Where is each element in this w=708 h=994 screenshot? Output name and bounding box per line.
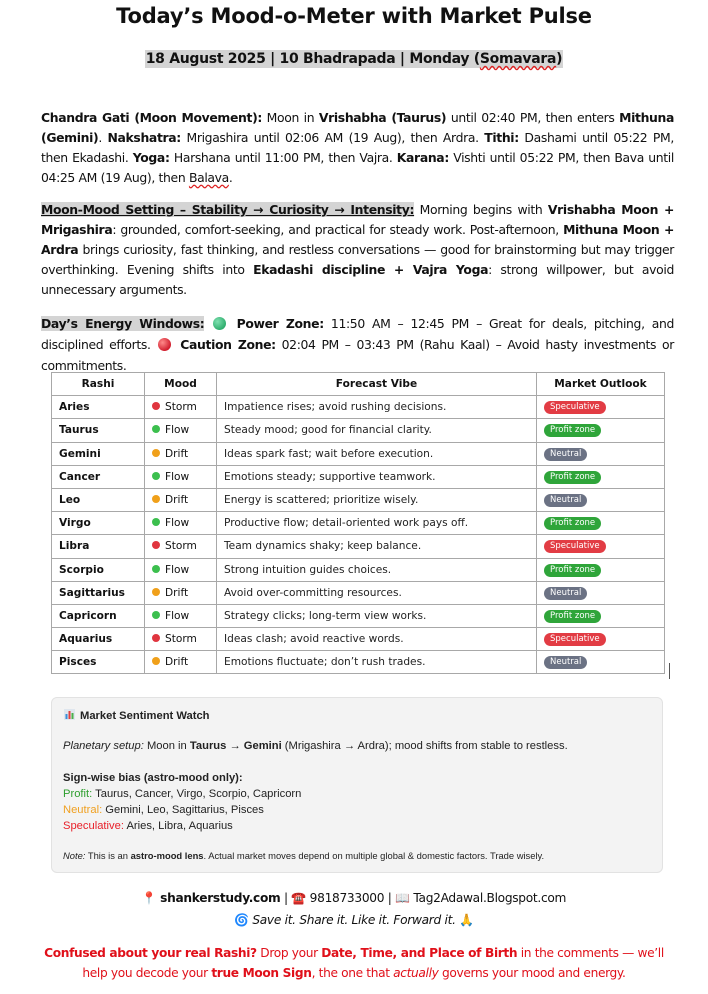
outlook-badge: Profit zone xyxy=(544,564,601,577)
text: Dashami until 05:22 PM, then Ekadashi. xyxy=(41,130,674,165)
rashi-cell: Virgo xyxy=(52,512,145,535)
rashi-cell: Scorpio xyxy=(52,558,145,581)
forecast-vibe-cell: Emotions fluctuate; don’t rush trades. xyxy=(217,651,537,674)
mood-dot-icon xyxy=(152,541,160,549)
yoga-label: Yoga: xyxy=(132,150,170,165)
mood-cell xyxy=(145,535,217,558)
website-link[interactable]: shankerstudy.com xyxy=(160,891,281,905)
text: Harshana until 11:00 PM, then Vajra. xyxy=(169,150,397,165)
bold-text: Taurus xyxy=(189,740,227,752)
rashi-cell: Libra xyxy=(52,535,145,558)
mood-cell xyxy=(145,558,217,581)
mood-cell xyxy=(145,651,217,674)
rashi-cell: Aries xyxy=(52,396,145,419)
mood-cell xyxy=(145,581,217,604)
text: . xyxy=(98,130,108,145)
mood-label: Flow xyxy=(165,609,190,622)
text: . Actual market moves depend on multiple global & domestic factors. Trade wisely. xyxy=(203,850,545,861)
karana-label: Karana: xyxy=(396,150,449,165)
table-row xyxy=(52,488,665,511)
text: Moon in xyxy=(262,110,319,125)
bias-signs: Taurus, Cancer, Virgo, Scorpio, Capricorn xyxy=(92,788,302,800)
table-row xyxy=(52,512,665,535)
mood-dot-icon xyxy=(152,657,160,665)
header-forecast-vibe: Forecast Vibe xyxy=(217,373,537,396)
forecast-vibe-cell: Team dynamics shaky; keep balance. xyxy=(217,535,537,558)
contact-line xyxy=(0,891,708,905)
bold-text: Gemini xyxy=(243,740,282,752)
text: in the comments — we’ll help you decode your xyxy=(82,946,664,980)
text-cursor xyxy=(669,663,670,679)
forecast-vibe-cell: Ideas spark fast; wait before execution. xyxy=(217,442,537,465)
mood-dot-icon xyxy=(152,518,160,526)
date-close: ) xyxy=(556,51,563,67)
bold-text: Mithuna Moon + Ardra xyxy=(41,222,674,257)
mood-label: Drift xyxy=(165,656,189,669)
bias-label: Profit: xyxy=(63,788,93,800)
bar-chart-icon xyxy=(64,709,75,720)
market-outlook-cell xyxy=(537,465,665,488)
sentiment-title xyxy=(64,709,210,722)
bold-text: Vrishabha Moon + Mrigashira xyxy=(41,202,674,237)
rashi-cell: Aquarius xyxy=(52,628,145,651)
mood-label: Flow xyxy=(165,424,190,437)
text: governs your mood and energy. xyxy=(438,966,626,980)
table-row xyxy=(52,628,665,651)
market-outlook-cell xyxy=(537,442,665,465)
market-sentiment-box xyxy=(51,697,663,873)
bias-heading: Sign-wise bias (astro-mood only): xyxy=(63,772,243,784)
mood-label: Flow xyxy=(165,563,190,576)
page-title: Today’s Mood-o-Meter with Market Pulse xyxy=(116,4,592,28)
phone-icon: ☎️ xyxy=(291,891,307,905)
text: brings curiosity, fast thinking, and restless conversations — good for brainstorming but may trigger overthinking. Evening shifts into xyxy=(41,242,674,277)
sentiment-title-text: Market Sentiment Watch xyxy=(80,710,210,722)
mood-label: Storm xyxy=(165,401,197,414)
outlook-badge: Neutral xyxy=(544,494,587,507)
setup-label: Planetary setup: xyxy=(63,740,144,752)
table-body xyxy=(52,396,665,674)
bias-neutral xyxy=(63,804,264,816)
date-text: 18 August 2025 | 10 Bhadrapada | Monday ( xyxy=(145,51,480,67)
outlook-badge: Profit zone xyxy=(544,424,601,437)
mood-cell xyxy=(145,604,217,627)
market-outlook-cell xyxy=(537,512,665,535)
mood-label: Storm xyxy=(165,633,197,646)
mood-cell xyxy=(145,628,217,651)
mood-label: Flow xyxy=(165,517,190,530)
bold-text: Confused about your real Rashi? xyxy=(44,946,257,960)
energy-paragraph xyxy=(41,313,674,376)
mood-dot-icon xyxy=(152,402,160,410)
text: Mrigashira until 02:06 AM (19 Aug), then Ardra. xyxy=(180,130,485,145)
nakshatra-label: Nakshatra: xyxy=(107,130,181,145)
table-row xyxy=(52,396,665,419)
mood-dot-icon xyxy=(152,449,160,457)
mood-label: Drift xyxy=(165,586,189,599)
moon-movement-label: Chandra Gati (Moon Movement): xyxy=(41,110,262,125)
table-row xyxy=(52,558,665,581)
header-market-outlook: Market Outlook xyxy=(537,373,665,396)
outlook-badge: Speculative xyxy=(544,633,606,646)
green-circle-icon xyxy=(213,317,226,330)
bias-speculative xyxy=(63,820,233,832)
spellcheck-word: Balava xyxy=(188,170,229,185)
table-row xyxy=(52,535,665,558)
rashi-table-container xyxy=(51,372,664,674)
outlook-badge: Neutral xyxy=(544,448,587,461)
table-header-row xyxy=(52,373,665,396)
tithi-label: Tithi: xyxy=(484,130,519,145)
table-row xyxy=(52,442,665,465)
market-outlook-cell xyxy=(537,396,665,419)
text: : grounded, comfort-seeking, and practical for steady work. Post-afternoon, xyxy=(112,222,564,237)
text: 11:50 AM – 12:45 PM – Great for deals, pitching, and disciplined efforts. xyxy=(41,316,675,352)
mood-cell xyxy=(145,465,217,488)
mood-dot-icon xyxy=(152,611,160,619)
call-to-action xyxy=(40,943,668,983)
share-text: Save it. Share it. Like it. Forward it. xyxy=(252,913,456,927)
forecast-vibe-cell: Ideas clash; avoid reactive words. xyxy=(217,628,537,651)
outlook-badge: Profit zone xyxy=(544,517,601,530)
praying-hands-icon: 🙏 xyxy=(459,913,474,927)
mood-dot-icon xyxy=(152,565,160,573)
bias-profit xyxy=(63,788,301,800)
forecast-vibe-cell: Steady mood; good for financial clarity. xyxy=(217,419,537,442)
rashi-cell: Leo xyxy=(52,488,145,511)
mood-dot-icon xyxy=(152,588,160,596)
weekday-sanskrit: Somavara xyxy=(479,51,557,67)
separator: | xyxy=(280,891,292,905)
phone-number[interactable]: 9818733000 xyxy=(309,891,385,905)
date-line xyxy=(0,50,708,68)
market-outlook-cell xyxy=(537,651,665,674)
bias-signs: Gemini, Leo, Sagittarius, Pisces xyxy=(102,804,264,816)
forecast-vibe-cell: Emotions steady; supportive teamwork. xyxy=(217,465,537,488)
table-row xyxy=(52,604,665,627)
planetary-setup xyxy=(63,740,568,752)
mood-cell xyxy=(145,396,217,419)
rashi-cell: Capricorn xyxy=(52,604,145,627)
rashi-cell: Pisces xyxy=(52,651,145,674)
text: Morning begins with xyxy=(414,202,548,217)
bias-signs: Aries, Libra, Aquarius xyxy=(123,820,233,832)
rashi-cell: Gemini xyxy=(52,442,145,465)
pin-icon: 📍 xyxy=(141,891,157,905)
mood-label: Storm xyxy=(165,540,197,553)
red-circle-icon xyxy=(158,338,171,351)
power-zone-label: Power Zone: xyxy=(236,316,324,331)
mood-dot-icon xyxy=(152,495,160,503)
text: This is an xyxy=(85,850,131,861)
market-outlook-cell xyxy=(537,581,665,604)
table-row xyxy=(52,581,665,604)
bias-label: Neutral: xyxy=(63,804,103,816)
bold-text: Ekadashi discipline + Vajra Yoga xyxy=(253,262,489,277)
blog-link[interactable]: Tag2Adawal.Blogspot.com xyxy=(413,891,567,905)
italic-text: actually xyxy=(393,966,439,980)
mood-cell xyxy=(145,488,217,511)
forecast-vibe-cell: Impatience rises; avoid rushing decisions. xyxy=(217,396,537,419)
forecast-vibe-cell: Strong intuition guides choices. xyxy=(217,558,537,581)
mood-cell xyxy=(145,442,217,465)
rashi-cell: Sagittarius xyxy=(52,581,145,604)
text: until 02:40 PM, then enters xyxy=(446,110,620,125)
market-outlook-cell xyxy=(537,604,665,627)
text: : strong willpower, but avoid unnecessary arguments. xyxy=(41,262,674,297)
table-row xyxy=(52,651,665,674)
text: Vishti until 05:22 PM, then Bava until 04:25 AM (19 Aug), then xyxy=(41,150,674,185)
text: (Mrigashira → Ardra); mood shifts from stable to restless. xyxy=(281,740,568,752)
outlook-badge: Profit zone xyxy=(544,610,601,623)
forecast-vibe-cell: Strategy clicks; long-term view works. xyxy=(217,604,537,627)
outlook-badge: Speculative xyxy=(544,540,606,553)
market-outlook-cell xyxy=(537,419,665,442)
mood-cell xyxy=(145,419,217,442)
text: Drop your xyxy=(256,946,322,960)
forecast-vibe-cell: Productive flow; detail-oriented work pays off. xyxy=(217,512,537,535)
date-highlight xyxy=(145,50,564,68)
text: Moon in xyxy=(143,740,190,752)
mood-setting-paragraph xyxy=(41,200,674,300)
arrow: → xyxy=(226,740,244,752)
rashi-table xyxy=(51,372,665,674)
rashi-cell: Cancer xyxy=(52,465,145,488)
text: 02:04 PM – 03:43 PM (Rahu Kaal) – Avoid hasty investments or commitments. xyxy=(41,337,674,373)
table-row xyxy=(52,465,665,488)
market-outlook-cell xyxy=(537,535,665,558)
text: . xyxy=(228,170,233,185)
table-row xyxy=(52,419,665,442)
forecast-vibe-cell: Avoid over-committing resources. xyxy=(217,581,537,604)
rashi-cell: Taurus xyxy=(52,419,145,442)
outlook-badge: Neutral xyxy=(544,656,587,669)
mood-label: Drift xyxy=(165,447,189,460)
bias-label: Speculative: xyxy=(63,820,124,832)
panchang-paragraph xyxy=(41,108,674,188)
bold-text: Vrishabha (Taurus) xyxy=(318,110,447,125)
market-outlook-cell xyxy=(537,628,665,651)
header-rashi: Rashi xyxy=(52,373,145,396)
swirl-icon: 🌀 xyxy=(234,913,249,927)
outlook-badge: Profit zone xyxy=(544,471,601,484)
mood-label: Flow xyxy=(165,470,190,483)
bold-text: true Moon Sign xyxy=(211,966,312,980)
market-outlook-cell xyxy=(537,558,665,581)
market-outlook-cell xyxy=(537,488,665,511)
forecast-vibe-cell: Energy is scattered; prioritize wisely. xyxy=(217,488,537,511)
text: , the one that xyxy=(311,966,394,980)
mood-cell xyxy=(145,512,217,535)
disclaimer-note xyxy=(63,850,544,861)
mood-dot-icon xyxy=(152,634,160,642)
bold-text: astro-mood lens xyxy=(130,850,204,861)
outlook-badge: Speculative xyxy=(544,401,606,414)
share-line xyxy=(0,913,708,927)
note-label: Note: xyxy=(63,850,86,861)
mood-setting-heading: Moon-Mood Setting – Stability → Curiosity → Intensity: xyxy=(41,202,415,217)
mood-label: Drift xyxy=(165,494,189,507)
book-icon: 📖 xyxy=(395,891,410,905)
mood-dot-icon xyxy=(152,425,160,433)
separator: | xyxy=(384,891,396,905)
bold-text: Date, Time, and Place of Birth xyxy=(321,946,518,960)
energy-heading: Day’s Energy Windows: xyxy=(41,316,205,331)
header-mood: Mood xyxy=(145,373,217,396)
bold-text: Mithuna (Gemini) xyxy=(41,110,674,145)
mood-dot-icon xyxy=(152,472,160,480)
caution-zone-label: Caution Zone: xyxy=(180,337,276,352)
outlook-badge: Neutral xyxy=(544,587,587,600)
